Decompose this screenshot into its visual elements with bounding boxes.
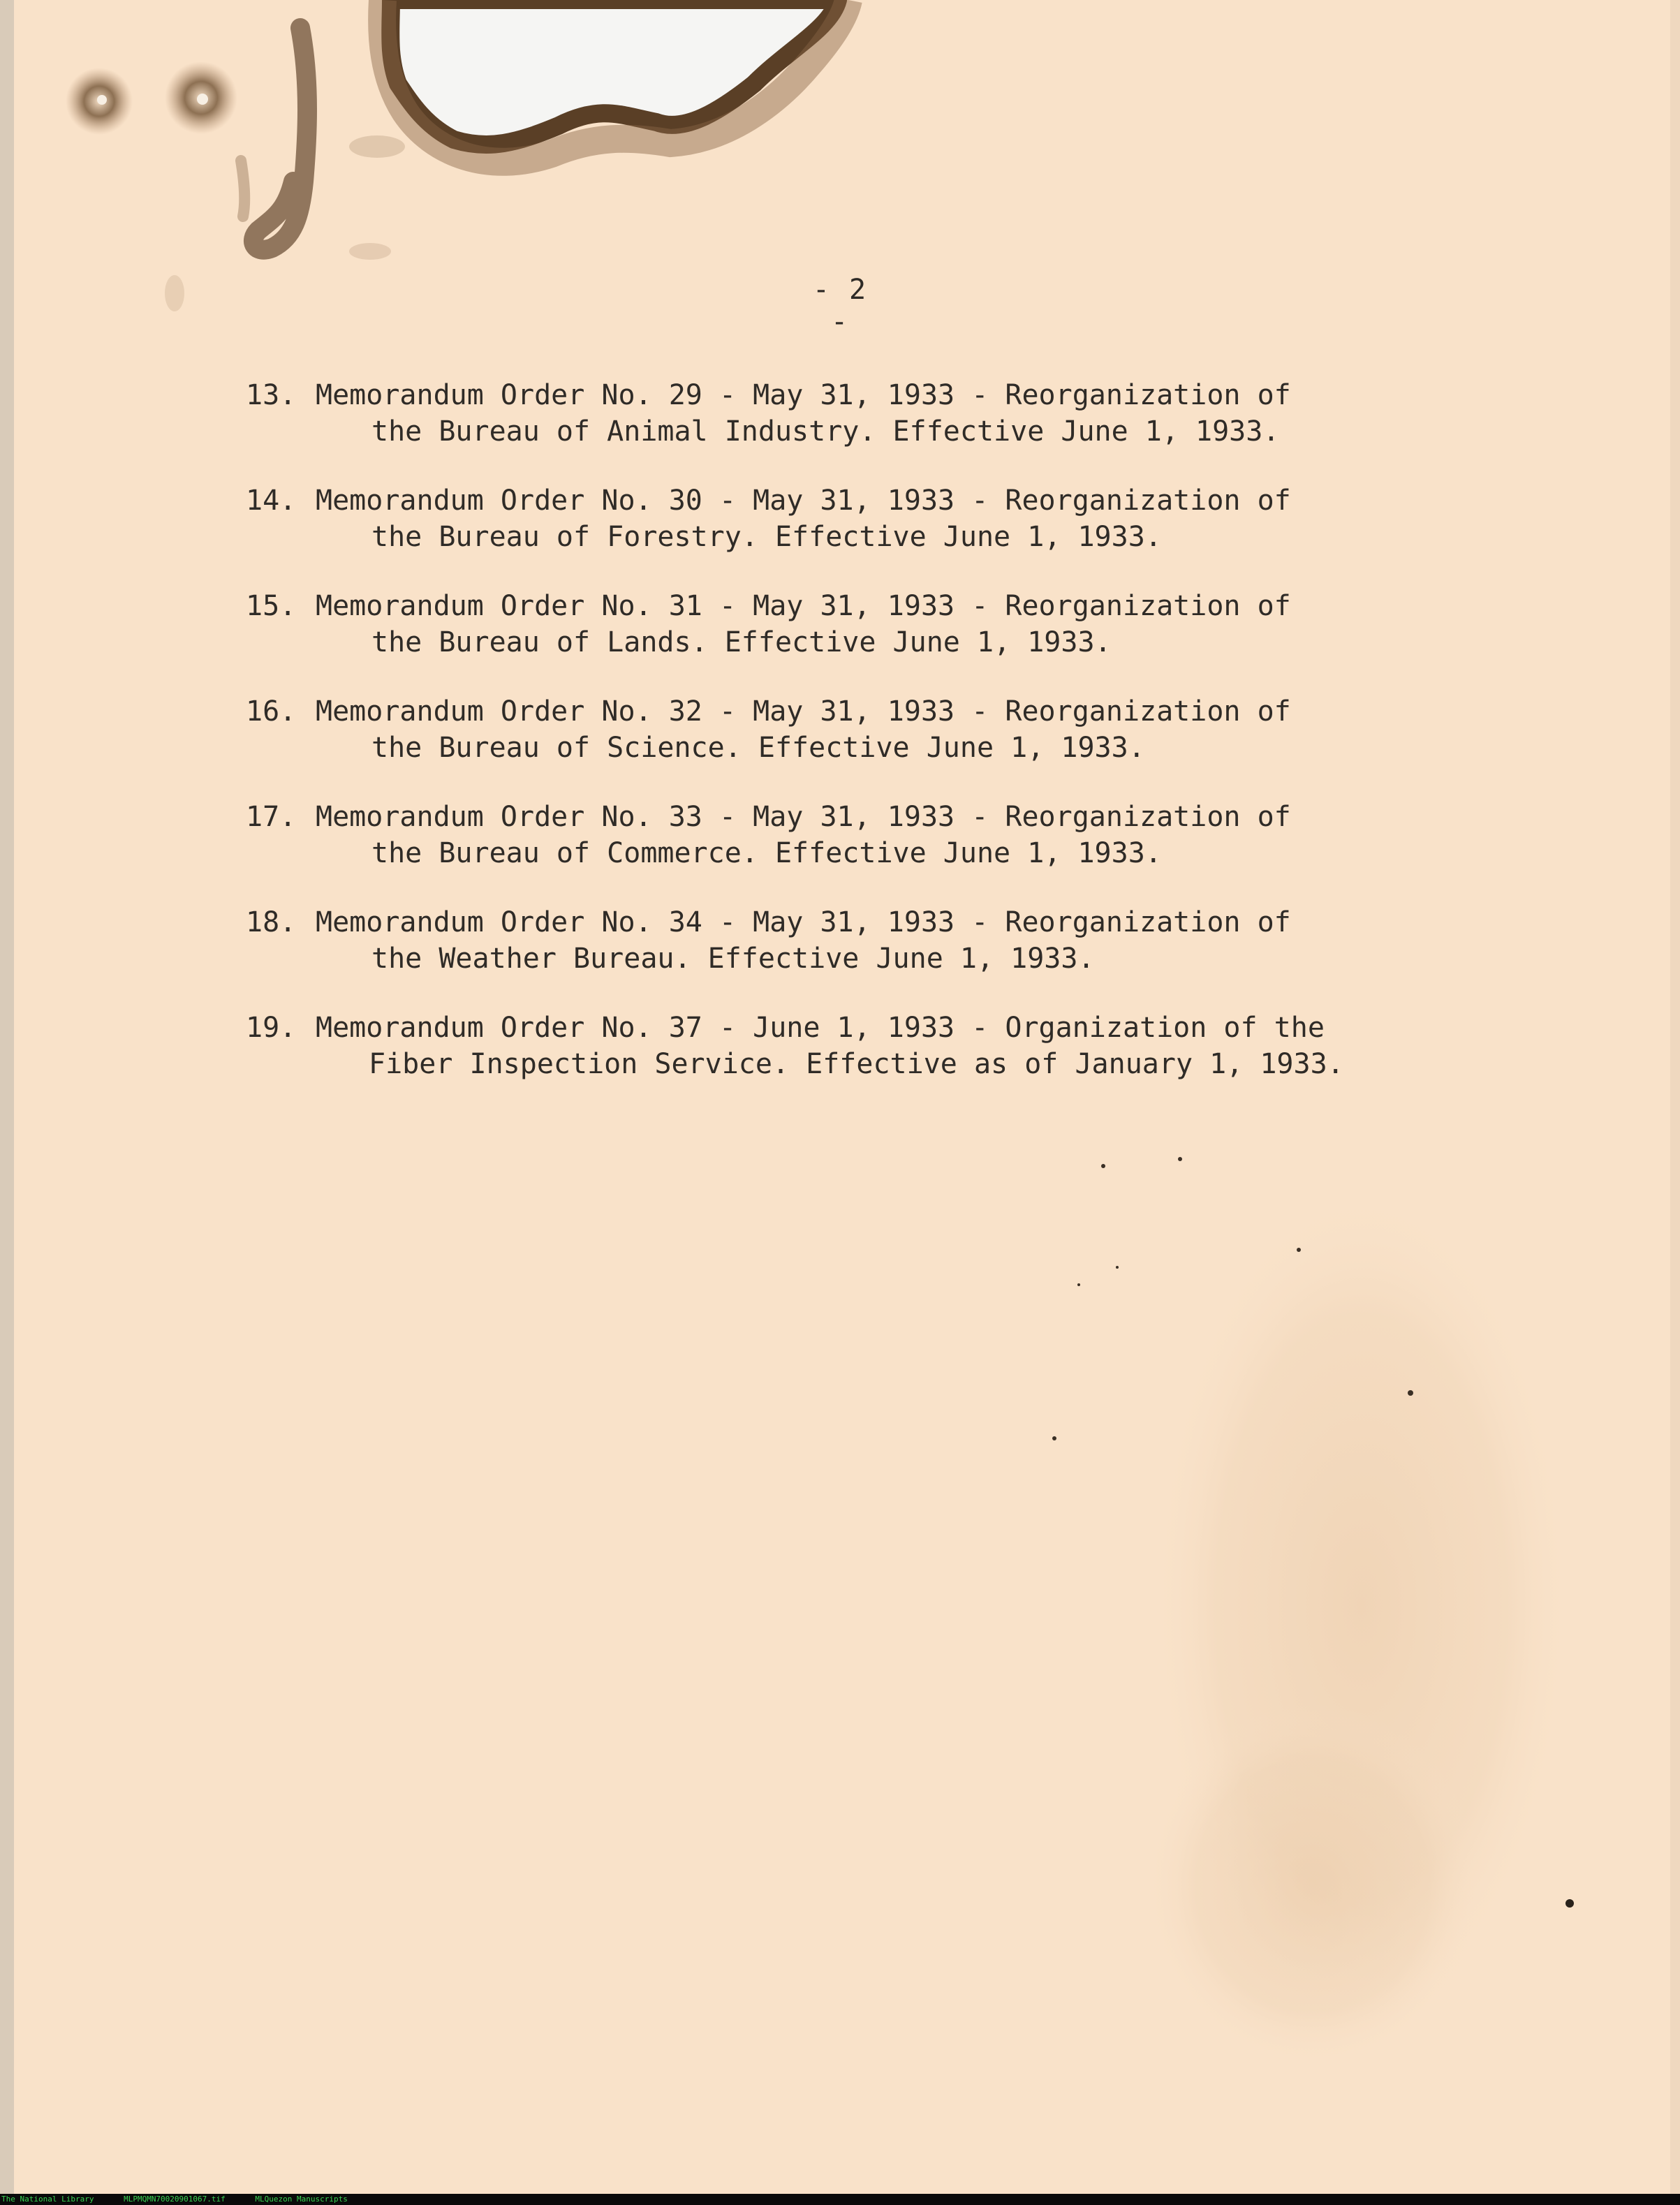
list-item [246,1010,1447,1115]
item-title-line: Memorandum Order No. 37 - June 1, 1933 - Organization of the [316,1012,1325,1044]
item-title-line: Memorandum Order No. 33 - May 31, 1933 - Reorganization of [316,801,1291,833]
footer-library: The National Library [1,2195,94,2204]
item-number: 15. [246,590,297,622]
item-number: 16. [246,695,297,728]
list-item [246,588,1447,693]
memorandum-list [246,377,1447,1115]
list-item [246,799,1447,904]
stain-spot [165,61,237,134]
list-item [246,693,1447,799]
list-item [246,904,1447,1010]
item-detail-line: the Bureau of Commerce. Effective June 1, 1933. [371,837,1162,869]
item-number: 14. [246,485,297,517]
footer-filename: MLPMQMN70020901067.tif [124,2195,226,2204]
item-detail-line: the Bureau of Lands. Effective June 1, 1933. [371,626,1112,658]
item-title-line: Memorandum Order No. 29 - May 31, 1933 - Reorganization of [316,379,1291,411]
item-title-line: Memorandum Order No. 30 - May 31, 1933 - Reorganization of [316,485,1291,517]
page-number: - 2 - [812,274,868,338]
burn-hole [390,0,838,145]
item-number: 18. [246,906,297,938]
item-detail-line: the Bureau of Animal Industry. Effective June 1, 1933. [371,415,1280,448]
item-detail-line: the Bureau of Forestry. Effective June 1, 1933. [371,521,1162,553]
item-title-line: Memorandum Order No. 32 - May 31, 1933 - Reorganization of [316,695,1291,728]
stain-spot [66,68,133,135]
item-number: 19. [246,1012,297,1044]
item-detail-line: the Bureau of Science. Effective June 1, 1933. [371,732,1145,764]
page-left-edge [0,0,14,2194]
drip-stain [253,28,307,250]
item-detail-line: the Weather Bureau. Effective June 1, 1933. [371,943,1095,975]
item-title-line: Memorandum Order No. 34 - May 31, 1933 - Reorganization of [316,906,1291,938]
footer-collection: MLQuezon Manuscripts [255,2195,348,2204]
item-title-line: Memorandum Order No. 31 - May 31, 1933 - Reorganization of [316,590,1291,622]
item-number: 13. [246,379,297,411]
page-right-edge [1670,0,1680,2194]
water-stain [1152,1187,1571,2025]
scan-footer-bar [0,2194,1680,2205]
item-detail-line: Fiber Inspection Service. Effective as of January 1, 1933. [369,1048,1344,1080]
list-item [246,482,1447,588]
item-number: 17. [246,801,297,833]
list-item [246,377,1447,482]
